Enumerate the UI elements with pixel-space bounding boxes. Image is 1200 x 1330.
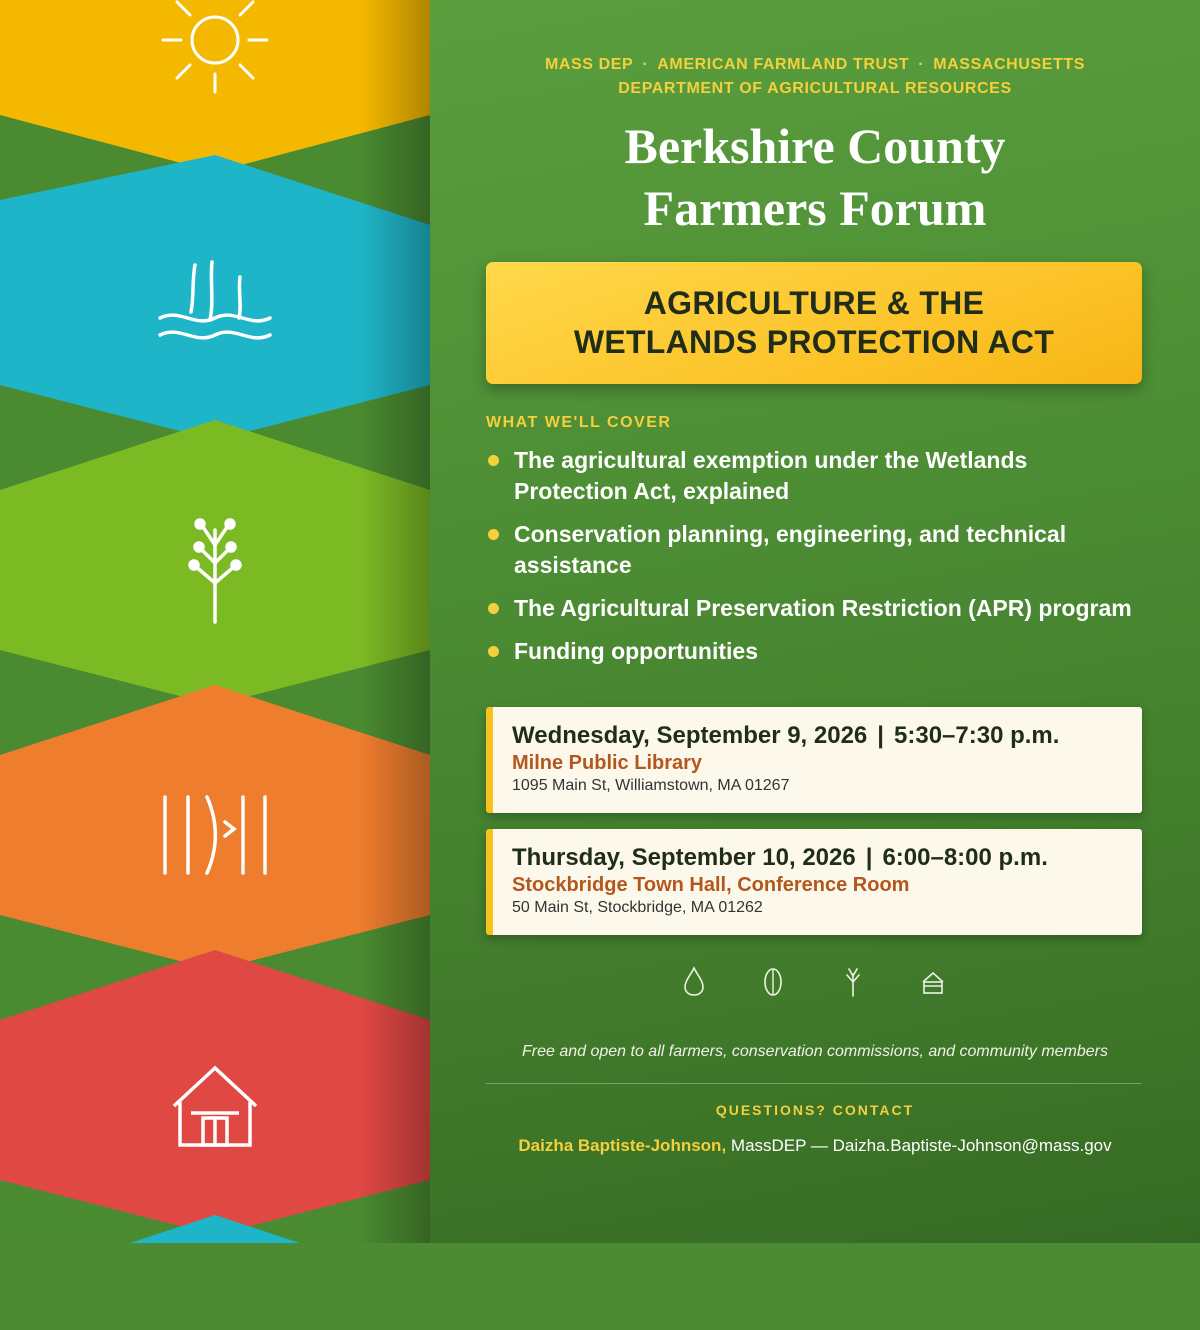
list-item: Funding opportunities [486, 636, 1146, 667]
decorative-strip [0, 0, 430, 1243]
event-time: 5:30–7:30 p.m. [894, 722, 1060, 749]
event-datetime [512, 844, 1048, 872]
bullet-icon [488, 529, 499, 540]
event-separator: | [865, 844, 873, 871]
title-line-2: Farmers Forum [643, 180, 987, 236]
event-venue: Milne Public Library [512, 752, 703, 774]
event-date: Thursday, September 10, 2026 [512, 844, 856, 871]
contact-heading: QUESTIONS? CONTACT [715, 1102, 915, 1118]
organizer-mass: MASSACHUSETTS [933, 56, 1086, 73]
water-band [0, 155, 430, 440]
event-date: Wednesday, September 9, 2026 [512, 722, 868, 749]
cover-heading: WHAT WE'LL COVER [486, 414, 672, 431]
banner-line-1: AGRICULTURE & THE [643, 285, 985, 321]
event-venue: Stockbridge Town Hall, Conference Room [512, 874, 910, 896]
organizers-line-1 [430, 53, 1200, 77]
water-drop-icon [670, 963, 718, 999]
event-time: 6:00–8:00 p.m. [882, 844, 1048, 871]
organizers-line-2: DEPARTMENT OF AGRICULTURAL RESOURCES [618, 80, 1012, 97]
sprout-icon [829, 963, 877, 999]
event-separator: | [877, 722, 884, 749]
organizer-aft: AMERICAN FARMLAND TRUST [657, 56, 910, 73]
colored-bands [0, 0, 430, 1243]
barn-band [0, 950, 430, 1235]
separator-dot: · [918, 56, 925, 73]
page-title [430, 115, 1200, 239]
banner-line-2: WETLANDS PROTECTION ACT [573, 324, 1055, 360]
list-item: Conservation planning, engineering, and technical assistance [486, 519, 1146, 581]
organizer-massdep: MASS DEP [544, 56, 634, 73]
free-note: Free and open to all farmers, conservation commissions, and community members [521, 1043, 1108, 1060]
separator-dot: · [642, 56, 649, 73]
cover-list [486, 445, 1146, 679]
house-icon [909, 963, 957, 999]
contact-line [430, 1136, 1200, 1156]
divider [486, 1083, 1142, 1084]
content-panel [430, 0, 1200, 1243]
list-item: The Agricultural Preservation Restriction (APR) program [486, 593, 1146, 624]
event-datetime [512, 722, 1059, 750]
event-card [486, 829, 1142, 935]
title-line-1: Berkshire County [624, 118, 1006, 174]
leaf-icon [749, 963, 797, 999]
bullet-icon [488, 603, 499, 614]
topic-banner [486, 262, 1142, 384]
event-address: 1095 Main St, Williamstown, MA 01267 [512, 777, 790, 794]
bullet-icon [488, 455, 499, 466]
bullet-icon [488, 646, 499, 657]
event-card [486, 707, 1142, 813]
mini-icon-row [670, 963, 970, 999]
contact-details: MassDEP — Daizha.Baptiste-Johnson@mass.gov [730, 1136, 1112, 1155]
contact-name: Daizha Baptiste-Johnson, [518, 1136, 727, 1155]
event-address: 50 Main St, Stockbridge, MA 01262 [512, 899, 763, 916]
list-item: The agricultural exemption under the Wetlands Protection Act, explained [486, 445, 1146, 507]
